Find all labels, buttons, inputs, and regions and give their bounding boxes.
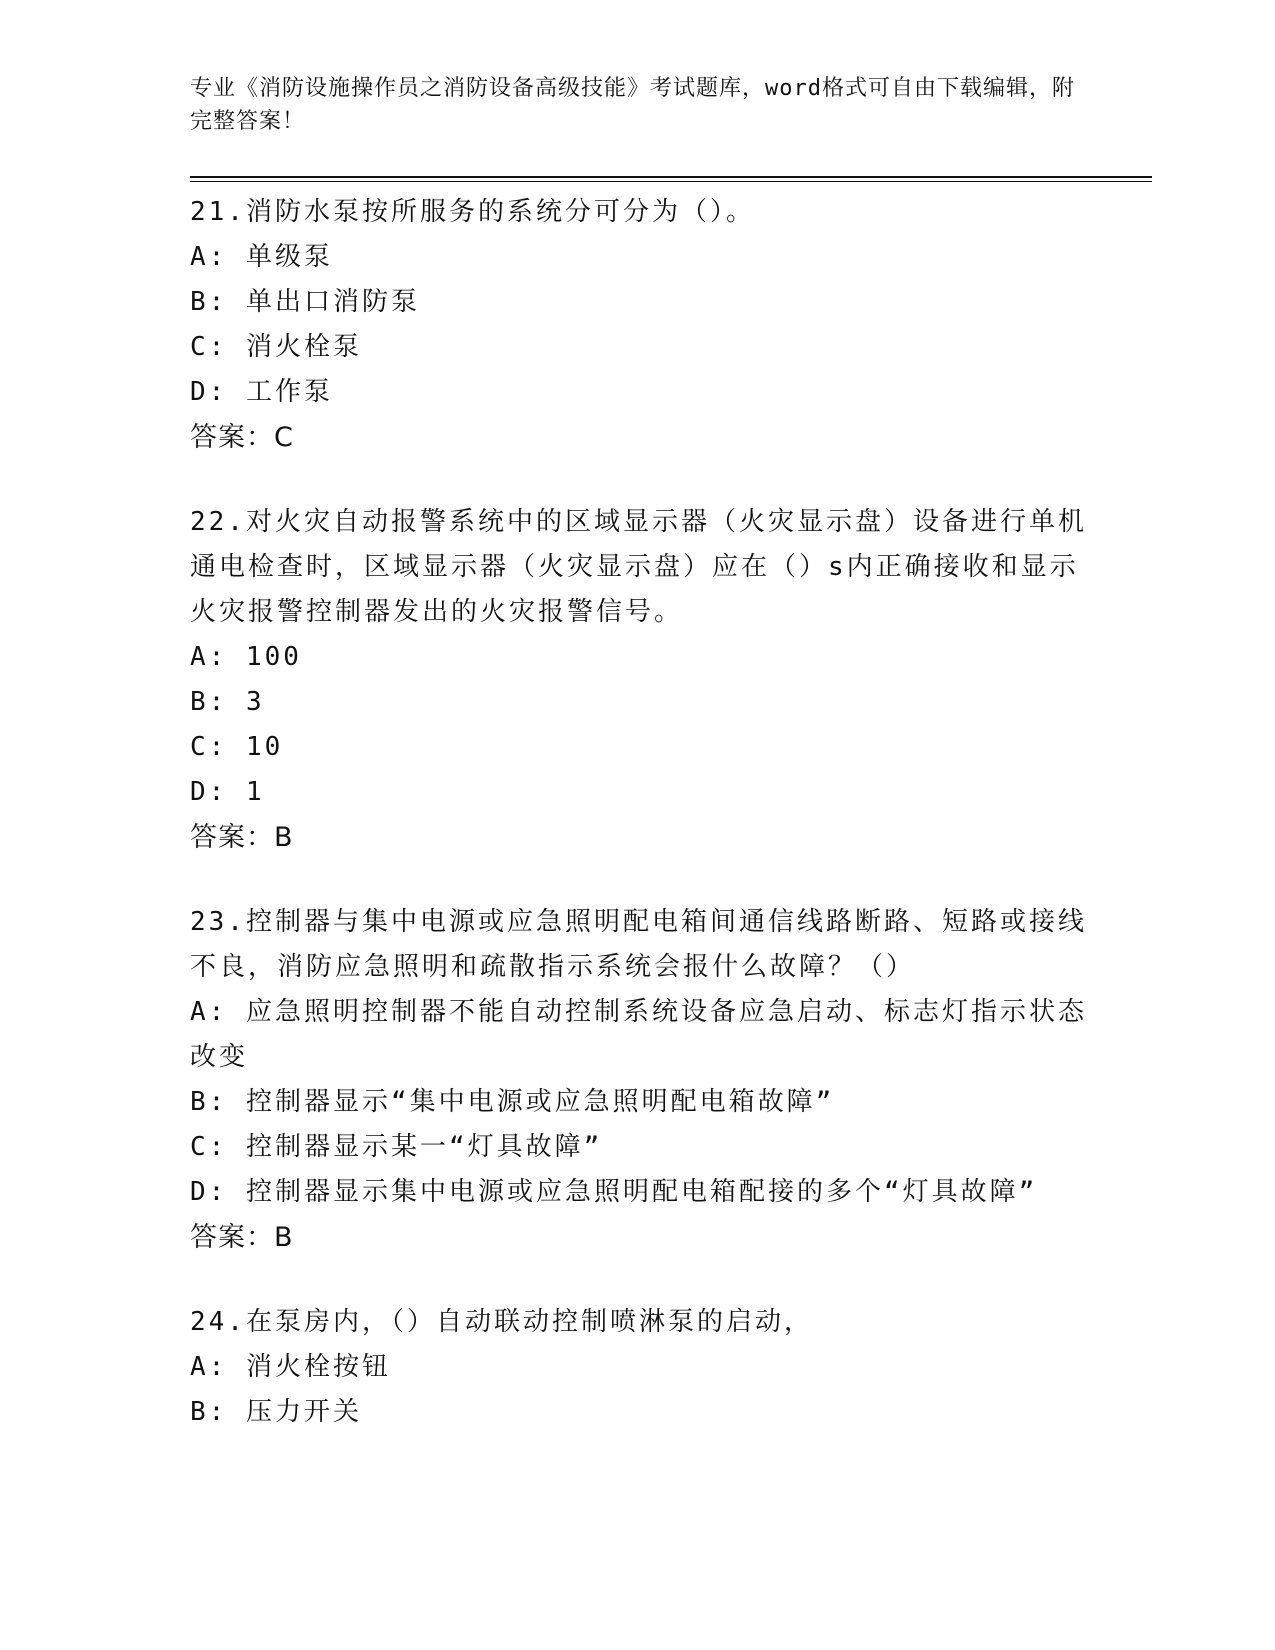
option-c: C: 消火栓泵 [190,332,362,362]
option-a: A: 单级泵 [190,242,333,272]
option-d: D: 控制器显示集中电源或应急照明配电箱配接的多个“灯具故障” [190,1177,1038,1207]
option-b: B: 3 [190,687,265,717]
option-b: B: 压力开关 [190,1397,362,1427]
option-d: D: 1 [190,777,265,807]
option-b: B: 单出口消防泵 [190,287,420,317]
question-21 [190,190,1090,460]
option-c: C: 控制器显示某一“灯具故障” [190,1132,603,1162]
question-23 [190,900,1090,1260]
answer-line: 答案：B [190,822,294,853]
answer-line: 答案：C [190,422,294,453]
document-header: 专业《消防设施操作员之消防设备高级技能》考试题库，word格式可自由下载编辑，附完整答案！ [190,76,1075,134]
question-stem: 24.在泵房内，（）自动联动控制喷淋泵的启动， [190,1307,813,1337]
option-a: A: 消火栓按钮 [190,1352,391,1382]
option-d: D: 工作泵 [190,377,333,407]
option-b: B: 控制器显示“集中电源或应急照明配电箱故障” [190,1087,835,1117]
header-divider-thick [190,176,1152,178]
answer-line: 答案：B [190,1222,294,1253]
question-22 [190,500,1090,860]
option-a: A: 100 [190,642,302,672]
option-c: C: 10 [190,732,284,762]
question-list [190,190,1090,1475]
question-stem: 22.对火灾自动报警系统中的区域显示器（火灾显示盘）设备进行单机通电检查时，区域显示器（火灾显示盘）应在（）s内正确接收和显示火灾报警控制器发出的火灾报警信号。 [190,507,1087,627]
header-divider-thin [190,181,1152,182]
question-24 [190,1300,1090,1435]
question-stem: 23.控制器与集中电源或应急照明配电箱间通信线路断路、短路或接线不良，消防应急照明和疏散指示系统会报什么故障？（） [190,907,1087,982]
question-stem: 21.消防水泵按所服务的系统分可分为（）。 [190,197,755,227]
option-a: A: 应急照明控制器不能自动控制系统设备应急启动、标志灯指示状态改变 [190,997,1087,1072]
